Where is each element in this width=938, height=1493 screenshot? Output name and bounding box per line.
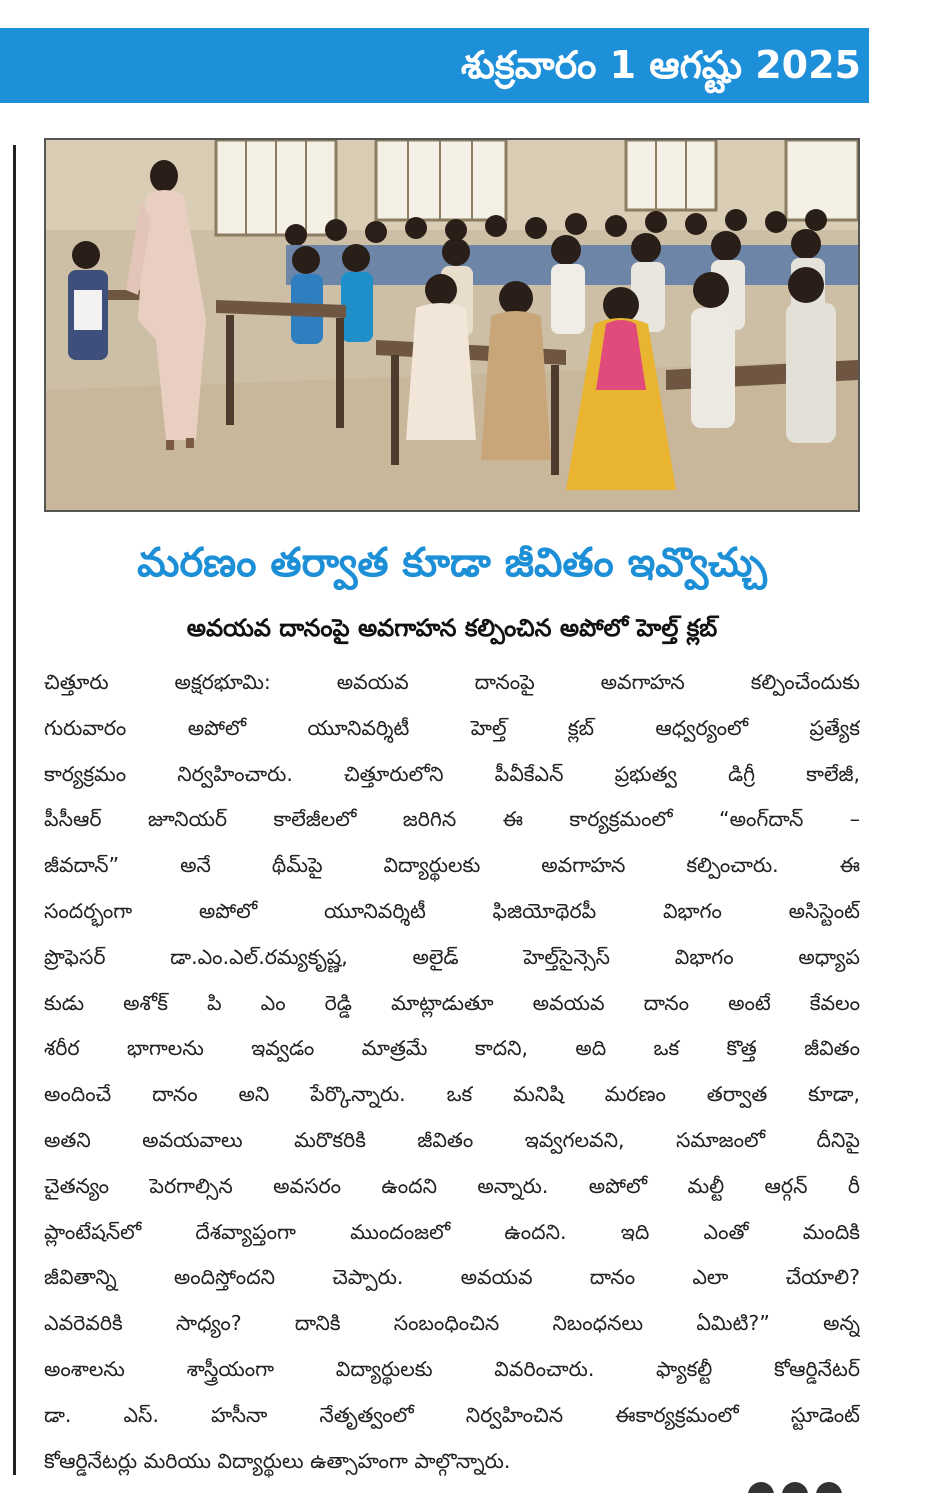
body-line: చిత్తూరు అక్షరభూమి: అవయవ దానంపై అవగాహన కల్పించేందుకు (44, 670, 860, 694)
body-line: సందర్భంగా అపోలో యూనివర్శిటీ ఫిజియోథెరపీ విభాగం అసిస్టెంట్ (44, 898, 860, 923)
body-line: జీవితాన్ని అందిస్తోందని చెప్పారు. అవయవ దానం ఎలా చేయాలి? (44, 1265, 860, 1290)
body-line: గురువారం అపోలో యూనివర్శిటీ హెల్త్ క్లబ్ ఆధ్వర్యంలో ప్రత్యేక (44, 715, 860, 740)
body-line: జీవదాన్” అనే థీమ్‌పై విద్యార్థులకు అవగాహన కల్పించారు. ఈ (44, 853, 860, 878)
body-line: ఎవరెవరికి సాధ్యం? దానికి సంబంధించిన నిబంధనలు ఏమిటి?” అన్న (44, 1311, 860, 1336)
body-line: అంశాలను శాస్త్రీయంగా విద్యార్థులకు వివరించారు. ఫ్యాకల్టీ కోఆర్డినేటర్ (44, 1356, 860, 1381)
dot-icon (782, 1482, 808, 1493)
column-rule (13, 145, 16, 1475)
date-banner (0, 28, 869, 103)
article-body (44, 660, 860, 1484)
body-line: కార్యక్రమం నిర్వహించారు. చిత్తూరులోని పీవీకేఎన్ ప్రభుత్వ డిగ్రీ కాలేజీ, (44, 761, 860, 786)
date-line: శుక్రవారం 1 ఆగష్టు 2025 (460, 43, 861, 87)
body-line: చైతన్యం పెరగాల్సిన అవసరం ఉందని అన్నారు. అపోలో మల్టీ ఆర్గన్ రీ (44, 1173, 860, 1198)
body-line: కుడు అశోక్ పి ఎం రెడ్డి మాట్లాడుతూ అవయవ దానం అంటే కేవలం (44, 990, 860, 1015)
body-line: పీసీఆర్ జూనియర్ కాలేజీలలో జరిగిన ఈ కార్యక్రమంలో “అంగ్‌దాన్ – (44, 807, 860, 832)
body-line: డా. ఎస్. హసీనా నేతృత్వంలో నిర్వహించిన ఈకార్యక్రమంలో స్టూడెంట్ (44, 1402, 860, 1427)
headline: మరణం తర్వాత కూడా జీవితం ఇవ్వొచ్చు (137, 540, 767, 586)
dot-icon (816, 1482, 842, 1493)
body-line: ప్రొఫెసర్ డా.ఎం.ఎల్.రమ్యకృష్ణ, అలైడ్ హెల్త్‌సైన్సెస్ విభాగం అధ్యాప (44, 944, 860, 969)
subheadline: అవయవ దానంపై అవగాహన కల్పించిన అపోలో హెల్త్ క్లబ్ (186, 614, 718, 642)
classroom-photo-icon (46, 140, 858, 510)
body-line: అందించే దానం అని పేర్కొన్నారు. ఒక మనిషి మరణం తర్వాత కూడా, (44, 1082, 860, 1107)
body-line: శరీర భాగాలను ఇవ్వడం మాత్రమే కాదని, అది ఒక కొత్త జీవితం (44, 1036, 860, 1061)
body-line: కోఆర్డినేటర్లు మరియు విద్యార్థులు ఉత్సాహంగా పాల్గొన్నారు. (44, 1448, 511, 1473)
end-dots (748, 1482, 858, 1493)
classroom-photo (44, 138, 860, 512)
dot-icon (748, 1482, 774, 1493)
body-line: ప్లాంటేషన్‌లో దేశవ్యాప్తంగా ముందంజలో ఉందని. ఇది ఎంతో మందికి (44, 1219, 860, 1244)
body-line: అతని అవయవాలు మరొకరికి జీవితం ఇవ్వగలవని, సమాజంలో దీనిపై (44, 1127, 860, 1152)
